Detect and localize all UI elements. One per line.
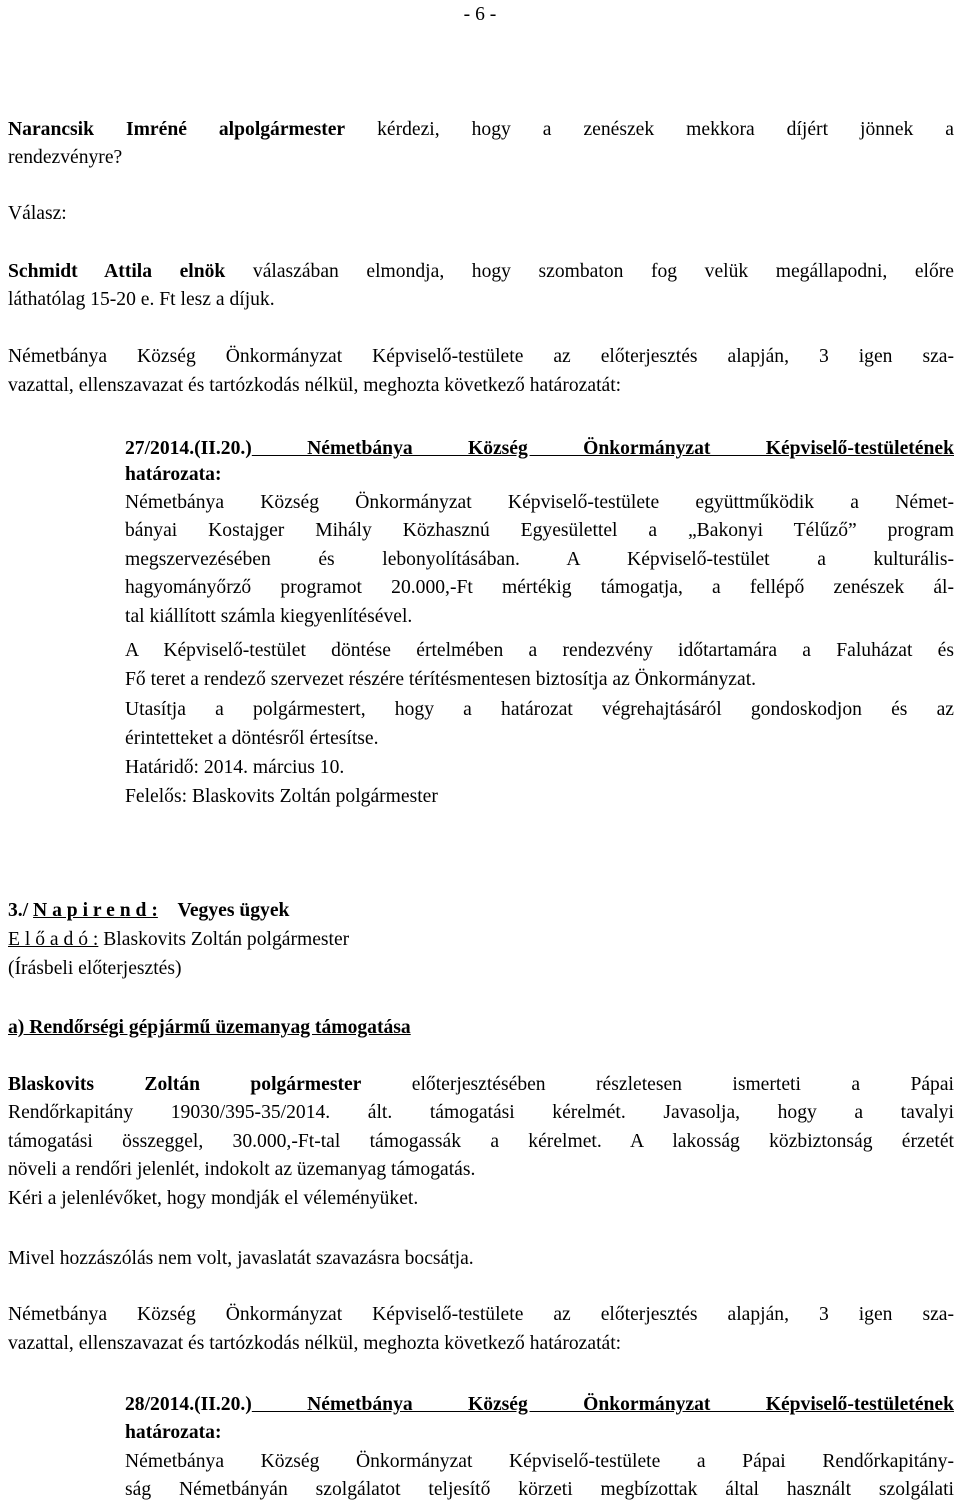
resolution-28-label: határozata: [125,1422,222,1443]
agenda-label: N a p i r e n d : [33,900,158,921]
written-submission: (Írásbeli előterjesztés) [8,958,182,979]
resolution-27-line: Utasítja a polgármestert, hogy a határozat végrehajtásáról gondoskodjon és az [125,699,954,720]
mayor-line-4: növeli a rendőri jelenlét, indokolt az üzemanyag támogatás. [8,1159,476,1180]
question-line-2: rendezvényre? [8,147,123,168]
mayor-line-6: Mivel hozzászólás nem volt, javaslatát szavazásra bocsátja. [8,1248,474,1269]
answer-text: válaszában elmondja, hogy szombaton fog velük megállapodni, előre [225,261,955,282]
responder-name: Schmidt Attila elnök [8,261,226,282]
presenter-label: E l ő a d ó : [8,929,99,950]
agenda-number: 3./ [8,900,29,921]
resolution-27-line: Németbánya Község Önkormányzat Képviselő-testülete együttműködik a Német- [125,492,954,513]
presenter-name: Blaskovits Zoltán polgármester [98,929,350,950]
mayor-line-5: Kéri a jelenlévőket, hogy mondják el véleményüket. [8,1188,419,1209]
mayor-name: Blaskovits Zoltán polgármester [8,1074,362,1095]
resolution-27-line: A Képviselő-testület döntése értelmében a rendezvény időtartamára a Faluházat és [125,640,954,661]
resolution-28-line: Németbánya Község Önkormányzat Képviselő-testülete a Pápai Rendőrkapitány- [125,1451,954,1472]
resolution-27-line: Fő teret a rendező szervezet részére térítésmentesen biztosítja az Önkormányzat. [125,669,757,690]
question-text: kérdezi, hogy a zenészek mekkora díjért jönnek a [345,119,954,140]
vote2-line-1: Németbánya Község Önkormányzat Képviselő-testülete az előterjesztés alapján, 3 igen sza- [8,1304,954,1325]
speaker-name: Narancsik Imréné alpolgármester [8,119,346,140]
resolution-27-line: tal kiállított számla kiegyenlítésével. [125,606,413,627]
vote-line-1: Németbánya Község Önkormányzat Képviselő-testülete az előterjesztés alapján, 3 igen sza- [8,346,954,367]
resolution-27-title-text: Németbánya Község Önkormányzat Képviselő-testületének [251,438,954,459]
resolution-27-number: 27/2014.(II.20.) [125,438,252,459]
resolution-27-deadline: Határidő: 2014. március 10. [125,757,345,778]
resolution-28-line: ság Németbányán szolgálatot teljesítő körzeti megbízottak által használt szolgálati [125,1479,954,1500]
page-number: - 6 - [463,4,497,25]
resolution-28-title-text: Németbánya Község Önkormányzat Képviselő-testületének [251,1394,954,1415]
vote-line-2: vazattal, ellenszavazat és tartózkodás nélkül, meghozta következő határozatát: [8,375,622,396]
resolution-27-label: határozata: [125,464,222,485]
mayor-line-3: támogatási összeggel, 30.000,-Ft-tal támogassák a kérelmet. A lakosság közbiztonság érzetét [8,1131,954,1152]
resolution-28-number: 28/2014.(II.20.) [125,1394,252,1415]
agenda-title: Vegyes ügyek [177,900,290,921]
item-a-heading: a) Rendőrségi gépjármű üzemanyag támogatása [8,1017,411,1038]
resolution-27-responsible: Felelős: Blaskovits Zoltán polgármester [125,786,438,807]
mayor-text: előterjesztésében részletesen ismerteti a Pápai [361,1074,954,1095]
mayor-line [8,1072,954,1098]
vote2-line-2: vazattal, ellenszavazat és tartózkodás nélkül, meghozta következő határozatát: [8,1333,622,1354]
answer-label: Válasz: [8,203,67,224]
resolution-27-line: érintetteket a döntésről értesítse. [125,728,379,749]
resolution-28-title [125,1392,954,1418]
resolution-27-line: hagyományőrző programot 20.000,-Ft mértékig támogatja, a fellépő zenészek ál- [125,577,954,598]
presenter-line [8,927,954,953]
answer-line [8,259,954,285]
answer-line-2: láthatólag 15-20 e. Ft lesz a díjuk. [8,289,275,310]
resolution-27-title [125,436,954,462]
resolution-27-line: bányai Kostajger Mihály Közhasznú Egyesülettel a „Bakonyi Télűző” program [125,520,954,541]
agenda-heading [8,898,954,924]
question-line [8,117,954,143]
mayor-line-2: Rendőrkapitány 19030/395-35/2014. ált. támogatási kérelmét. Javasolja, hogy a tavalyi [8,1102,954,1123]
resolution-27-line: megszervezésében és lebonyolításában. A Képviselő-testület a kulturális- [125,549,954,570]
